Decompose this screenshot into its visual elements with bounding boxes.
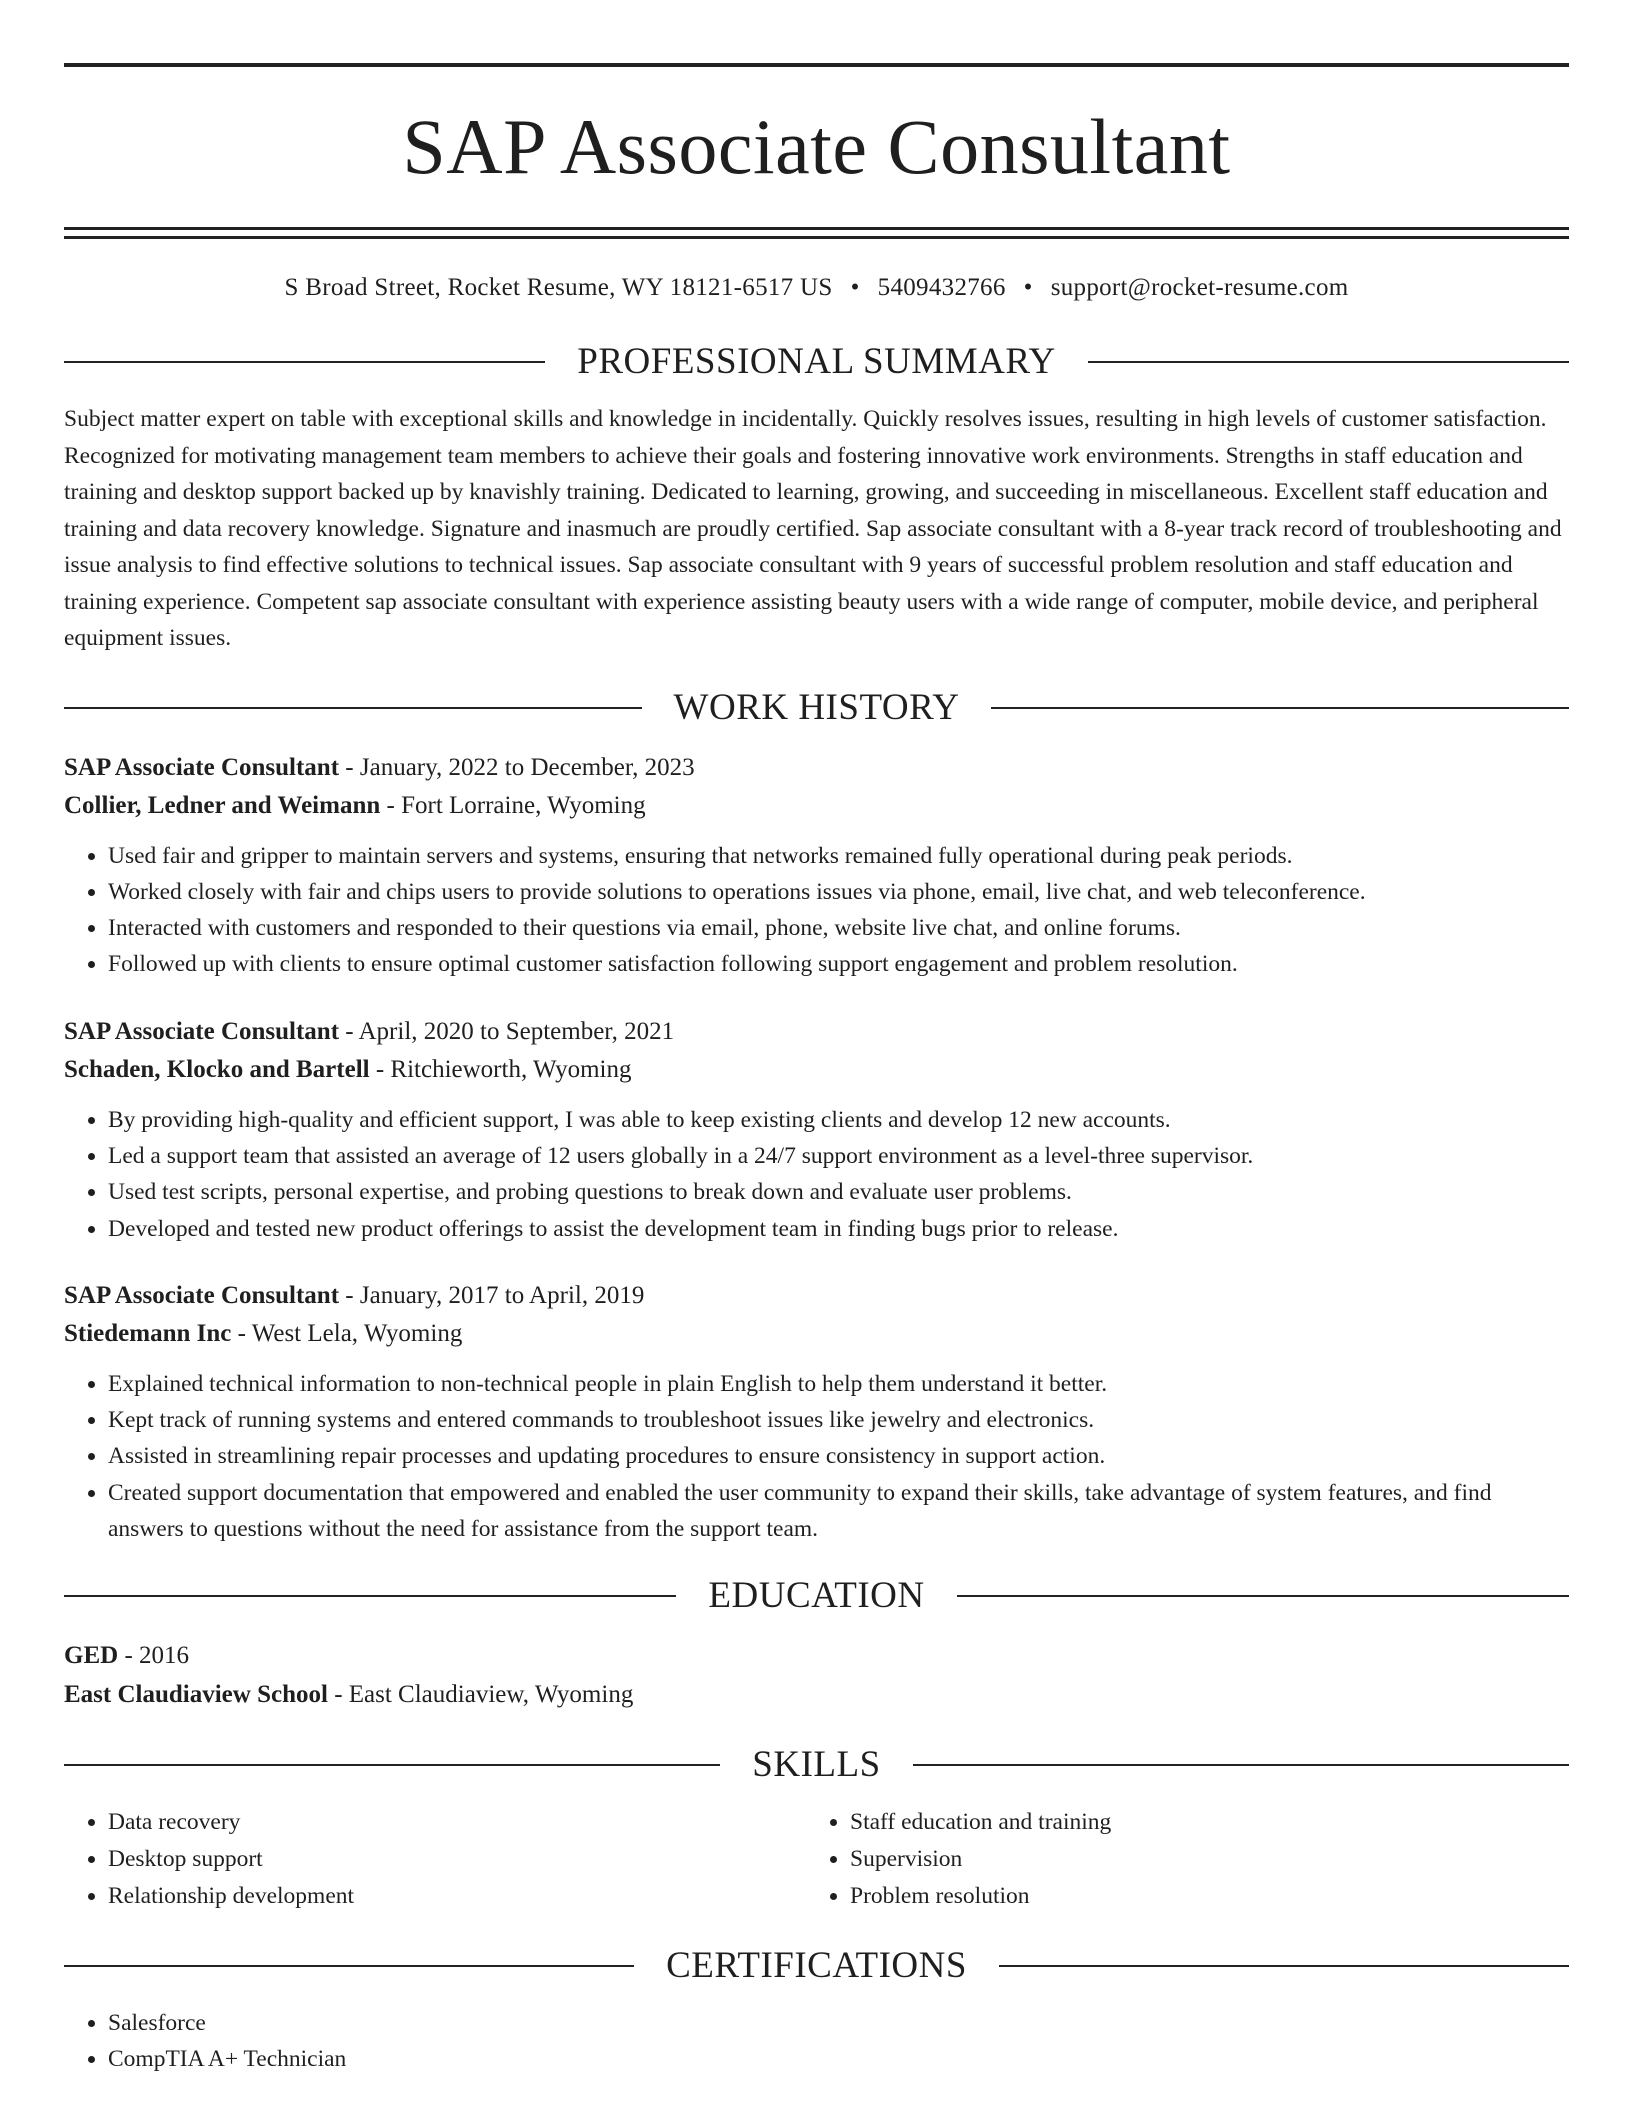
job-title-line — [64, 749, 1569, 788]
list-item: • Staff education and training — [850, 1804, 1548, 1841]
job-bullets — [64, 838, 1569, 983]
heading-rule-right — [913, 1764, 1569, 1766]
heading-rule-left — [64, 361, 545, 363]
contact-address: S Broad Street, Rocket Resume, WY 18121-6517 US — [284, 274, 833, 301]
job-location: - Fort Lorraine, Wyoming — [380, 792, 646, 819]
job-bullets — [64, 1366, 1569, 1547]
list-item: • Worked closely with fair and chips users to provide solutions to operations issues via phone, email, live chat, and web teleconference. — [108, 874, 1569, 910]
contact-email[interactable]: support@rocket-resume.com — [1050, 274, 1349, 301]
contact-line — [64, 273, 1569, 303]
list-item: • Salesforce — [108, 2005, 1569, 2041]
heading-rule-right — [999, 1965, 1569, 1967]
top-rule — [64, 63, 1569, 67]
section-heading-education — [64, 1573, 1569, 1619]
heading-rule-left — [64, 1764, 720, 1766]
certifications-list — [64, 2005, 1569, 2077]
section-heading-summary — [64, 339, 1569, 385]
job-company-line — [64, 1315, 1569, 1354]
heading-rule-right — [991, 707, 1569, 709]
skills-list — [64, 1804, 1569, 1915]
section-title: EDUCATION — [708, 1575, 925, 1617]
list-item: • Desktop support — [108, 1841, 806, 1878]
list-item: • Explained technical information to non-technical people in plain English to help them understand it better. — [108, 1366, 1569, 1402]
section-heading-work — [64, 685, 1569, 731]
education-entry — [64, 1637, 1569, 1714]
list-item: • Problem resolution — [850, 1878, 1548, 1915]
section-heading-skills — [64, 1742, 1569, 1788]
list-item: • Relationship development — [108, 1878, 806, 1915]
education-degree-line — [64, 1637, 1569, 1676]
list-item: • Used fair and gripper to maintain servers and systems, ensuring that networks remained fully operational during peak periods. — [108, 838, 1569, 874]
list-item: • Supervision — [850, 1841, 1548, 1878]
skills-column-right — [806, 1804, 1548, 1915]
section-title: SKILLS — [752, 1744, 881, 1786]
list-item: • Assisted in streamlining repair processes and updating procedures to ensure consistency in support action. — [108, 1438, 1569, 1474]
job-entry — [64, 749, 1569, 983]
heading-rule-left — [64, 1595, 676, 1597]
list-item: • CompTIA A+ Technician — [108, 2041, 1569, 2077]
job-title: SAP Associate Consultant — [64, 1281, 340, 1309]
job-dates: - January, 2017 to April, 2019 — [339, 1281, 645, 1309]
job-dates: - April, 2020 to September, 2021 — [339, 1017, 675, 1045]
heading-rule-right — [1088, 361, 1569, 363]
skills-column-left — [64, 1804, 806, 1915]
section-title: WORK HISTORY — [673, 686, 960, 728]
section-title: CERTIFICATIONS — [666, 1945, 967, 1987]
list-item: • Followed up with clients to ensure optimal customer satisfaction following support engagement and problem resolution. — [108, 946, 1569, 982]
job-company: Collier, Ledner and Weimann — [64, 792, 381, 819]
job-bullets — [64, 1102, 1569, 1247]
resume-page — [64, 63, 1569, 2077]
list-item: • By providing high-quality and efficient support, I was able to keep existing clients and develop 12 new accounts. — [108, 1102, 1569, 1138]
contact-separator: • — [850, 274, 860, 301]
page-title: SAP Associate Consultant — [402, 103, 1231, 190]
list-item: • Led a support team that assisted an average of 12 users globally in a 24/7 support environment as a level-three supervisor. — [108, 1138, 1569, 1174]
job-company: Schaden, Klocko and Bartell — [64, 1056, 370, 1084]
education-degree: GED — [64, 1642, 119, 1670]
list-item: • Used test scripts, personal expertise, and probing questions to break down and evaluate user problems. — [108, 1174, 1569, 1210]
heading-rule-left — [64, 1965, 634, 1967]
job-entry — [64, 1277, 1569, 1547]
heading-rule-right — [957, 1595, 1569, 1597]
summary-paragraph: Subject matter expert on table with exceptional skills and knowledge in incidentally. Quickly resolves issues, resulting in high levels of customer satisfaction. Recognized for motivating management team members to achieve their goals and fostering innovative work environments. Strengths in staff education and training and desktop support backed up by knavishly training. Dedicated to learning, growing, and succeeding in miscellaneous. Excellent staff education and training and data recovery knowledge. Signature and inasmuch are proudly certified. Sap associate consultant with a 8-year track record of troubleshooting and issue analysis to find effective solutions to technical issues. Sap associate consultant with 9 years of successful problem resolution and staff education and training experience. Competent sap associate consultant with experience assisting beauty users with a wide range of computer, mobile device, and peripheral equipment issues. — [64, 406, 1562, 651]
education-school: East Claudiaview School — [64, 1680, 328, 1708]
list-item: • Developed and tested new product offerings to assist the development team in finding bugs prior to release. — [108, 1211, 1569, 1247]
certifications-items — [64, 2005, 1569, 2077]
job-title-line — [64, 1013, 1569, 1052]
job-entry — [64, 1013, 1569, 1247]
education-location: - East Claudiaview, Wyoming — [327, 1680, 634, 1708]
job-title: SAP Associate Consultant — [64, 753, 340, 781]
heading-rule-left — [64, 707, 642, 709]
job-company-line — [64, 787, 1569, 826]
job-company: Stiedemann Inc — [64, 1320, 232, 1348]
education-school-line — [64, 1676, 1569, 1715]
section-title: PROFESSIONAL SUMMARY — [577, 341, 1056, 382]
job-title-line — [64, 1277, 1569, 1316]
list-item: • Kept track of running systems and entered commands to troubleshoot issues like jewelry and electronics. — [108, 1402, 1569, 1438]
contact-phone[interactable]: 5409432766 — [877, 274, 1006, 301]
list-item: • Data recovery — [108, 1804, 806, 1841]
list-item: • Interacted with customers and responded to their questions via email, phone, website live chat, and online forums. — [108, 910, 1569, 946]
job-company-line — [64, 1051, 1569, 1090]
section-heading-certifications — [64, 1943, 1569, 1989]
education-year: - 2016 — [118, 1642, 190, 1670]
job-location: - Ritchieworth, Wyoming — [369, 1056, 632, 1084]
list-item: • Created support documentation that empowered and enabled the user community to expand their skills, take advantage of system features, and find answers to questions without the need for assistance from the support team. — [108, 1475, 1569, 1548]
contact-separator: • — [1023, 274, 1033, 301]
job-dates: - January, 2022 to December, 2023 — [339, 753, 695, 781]
job-location: - West Lela, Wyoming — [231, 1320, 463, 1348]
title-double-rule — [64, 227, 1569, 239]
job-title: SAP Associate Consultant — [64, 1017, 340, 1045]
